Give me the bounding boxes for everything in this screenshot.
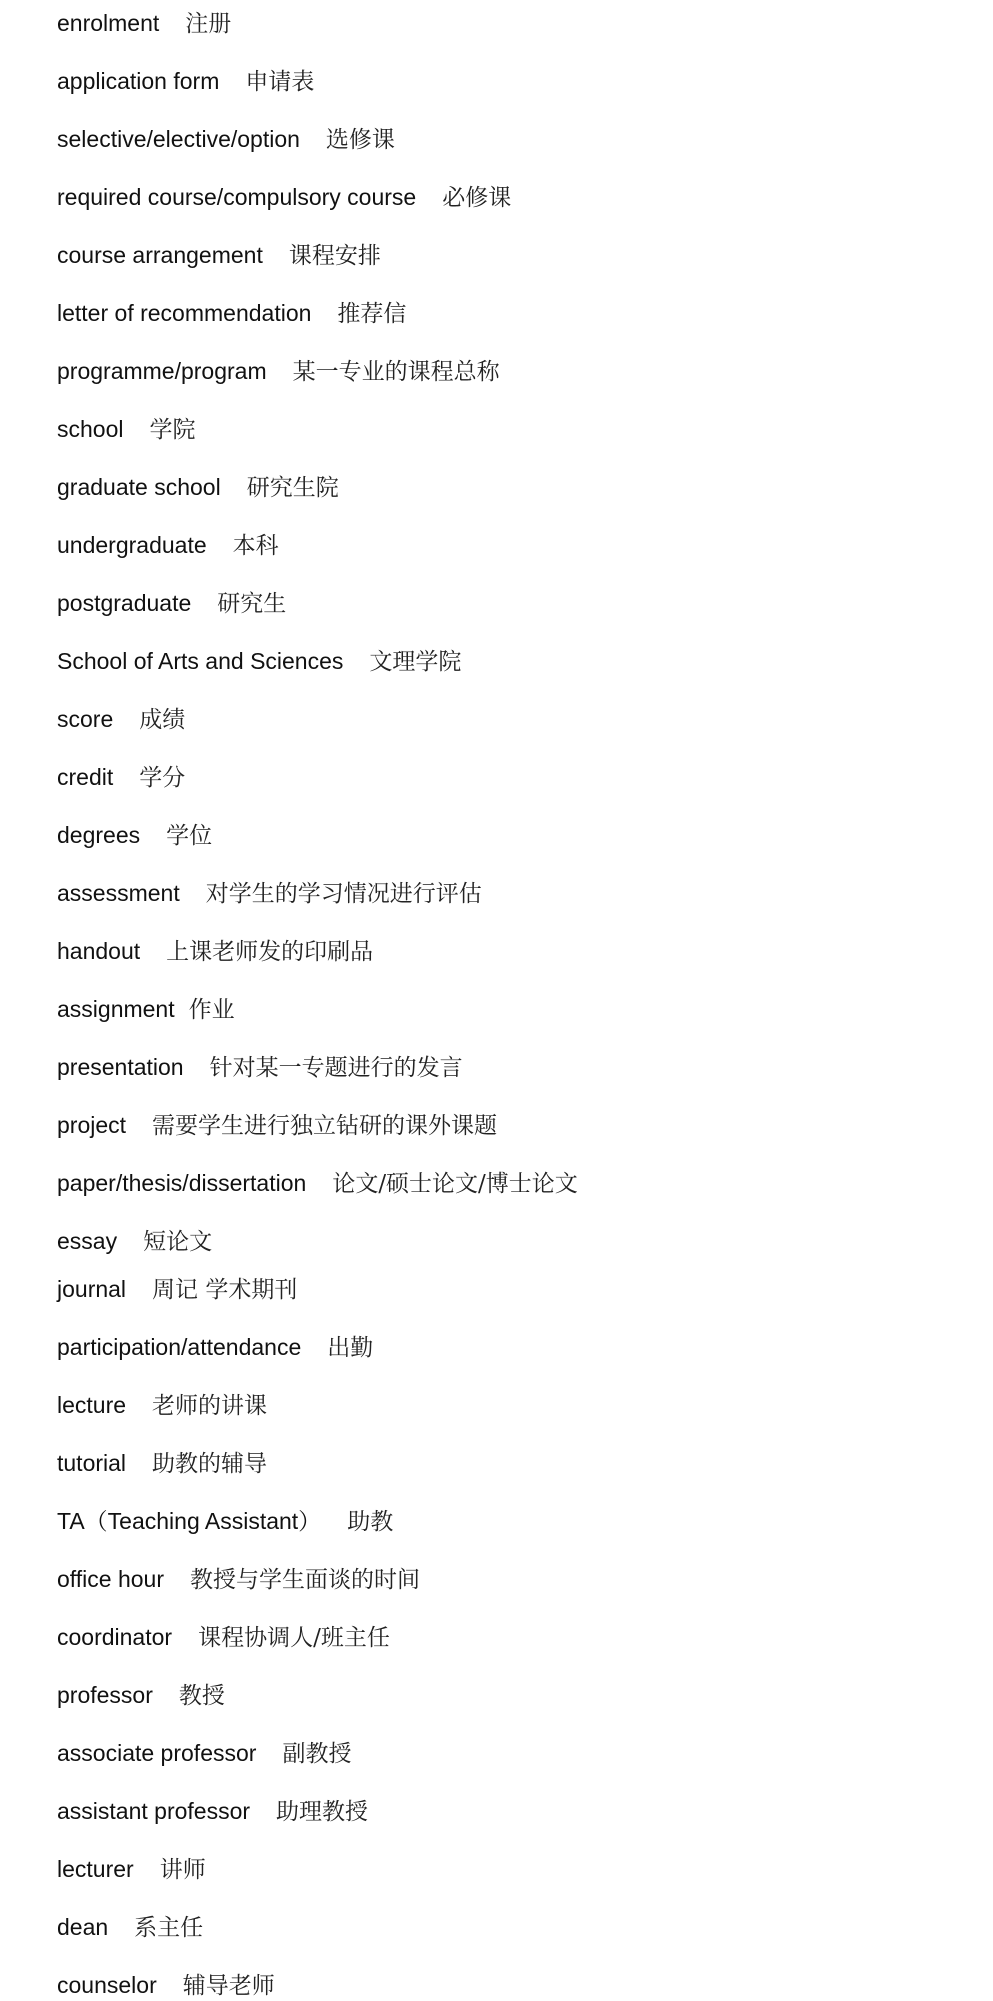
chinese-translation: 论文/硕士论文/博士论文 [332, 1171, 578, 1197]
vocab-entry [57, 1854, 206, 1884]
chinese-translation: 申请表 [245, 69, 315, 95]
chinese-translation: 课程协调人/班主任 [198, 1625, 390, 1651]
english-term: office hour [57, 1566, 164, 1592]
chinese-translation: 老师的讲课 [152, 1393, 268, 1419]
chinese-translation: 研究生 [217, 591, 287, 617]
vocab-entry [57, 1052, 463, 1082]
english-term: essay [57, 1228, 118, 1254]
chinese-translation: 文理学院 [369, 649, 462, 675]
english-term: credit [57, 764, 114, 790]
chinese-translation: 助理教授 [276, 1799, 369, 1825]
english-term: required course/compulsory course [57, 184, 417, 210]
english-term: application form [57, 68, 220, 94]
english-term: presentation [57, 1054, 184, 1080]
english-term: course arrangement [57, 242, 263, 268]
chinese-translation: 必修课 [442, 185, 512, 211]
chinese-translation: 助教的辅导 [152, 1451, 268, 1477]
english-term: project [57, 1112, 127, 1138]
english-term: enrolment [57, 10, 160, 36]
vocab-entry [57, 878, 482, 908]
chinese-translation: 系主任 [134, 1915, 204, 1941]
chinese-translation: 对学生的学习情况进行评估 [205, 881, 482, 907]
chinese-translation: 学院 [149, 417, 196, 443]
vocab-entry [57, 1506, 393, 1536]
chinese-translation: 讲师 [159, 1857, 206, 1883]
vocab-entry [57, 1390, 267, 1420]
vocab-entry [57, 1622, 390, 1652]
chinese-translation: 某一专业的课程总称 [292, 359, 500, 385]
english-term: coordinator [57, 1624, 173, 1650]
vocab-entry [57, 762, 185, 792]
english-term: assessment [57, 880, 180, 906]
chinese-translation: 辅导老师 [182, 1973, 275, 1999]
chinese-translation: 成绩 [139, 707, 186, 733]
vocab-entry [57, 182, 511, 212]
chinese-translation: 副教授 [282, 1741, 352, 1767]
english-term: associate professor [57, 1740, 257, 1766]
chinese-translation: 注册 [185, 11, 232, 37]
vocab-entry [57, 588, 286, 618]
vocab-entry [57, 1796, 368, 1826]
chinese-translation: 研究生院 [246, 475, 339, 501]
english-term: score [57, 706, 114, 732]
chinese-translation: 短论文 [143, 1229, 213, 1255]
english-term: School of Arts and Sciences [57, 648, 344, 674]
english-term: undergraduate [57, 532, 207, 558]
english-term: counselor [57, 1972, 157, 1998]
english-term: tutorial [57, 1450, 127, 1476]
english-term: journal [57, 1276, 127, 1302]
vocab-entry [57, 646, 461, 676]
english-term: paper/thesis/dissertation [57, 1170, 307, 1196]
english-term: postgraduate [57, 590, 192, 616]
chinese-translation: 助教 [347, 1509, 394, 1535]
chinese-translation: 推荐信 [337, 301, 407, 327]
chinese-translation: 选修课 [325, 127, 395, 153]
vocab-entry [57, 704, 185, 734]
english-term: school [57, 416, 124, 442]
chinese-translation: 周记 学术期刊 [152, 1277, 298, 1303]
chinese-translation: 出勤 [327, 1335, 374, 1361]
vocab-entry [57, 994, 235, 1024]
vocab-entry [57, 1912, 203, 1942]
vocab-entry [57, 530, 279, 560]
chinese-translation: 学位 [166, 823, 213, 849]
vocab-entry [57, 1110, 497, 1140]
vocab-entry [57, 240, 381, 270]
vocab-entry [57, 1332, 373, 1362]
vocab-entry [57, 1738, 351, 1768]
vocab-entry [57, 298, 406, 328]
english-term: graduate school [57, 474, 221, 500]
vocab-entry [57, 1226, 212, 1256]
vocab-entry [57, 1970, 275, 2000]
vocab-entry [57, 1274, 297, 1304]
vocab-entry [57, 1564, 420, 1594]
english-term: participation/attendance [57, 1334, 302, 1360]
chinese-translation: 教授 [178, 1683, 225, 1709]
english-term: assignment [57, 996, 175, 1022]
vocab-entry [57, 124, 395, 154]
chinese-translation: 需要学生进行独立钻研的课外课题 [152, 1113, 498, 1139]
english-term: handout [57, 938, 141, 964]
english-term: programme/program [57, 358, 267, 384]
vocab-entry [57, 1680, 225, 1710]
vocab-entry [57, 8, 231, 38]
vocab-entry [57, 66, 314, 96]
chinese-translation: 本科 [232, 533, 279, 559]
vocab-entry [57, 1448, 267, 1478]
vocab-entry [57, 820, 212, 850]
chinese-translation: 课程安排 [288, 243, 381, 269]
vocab-entry [57, 414, 195, 444]
vocab-entry [57, 936, 373, 966]
english-term: assistant professor [57, 1798, 251, 1824]
english-term: lecture [57, 1392, 127, 1418]
chinese-translation: 作业 [188, 997, 235, 1023]
english-term: degrees [57, 822, 141, 848]
english-term: dean [57, 1914, 109, 1940]
chinese-translation: 针对某一专题进行的发言 [209, 1055, 463, 1081]
vocab-entry [57, 356, 500, 386]
vocab-entry [57, 1168, 578, 1198]
english-term: professor [57, 1682, 153, 1708]
english-term: letter of recommendation [57, 300, 312, 326]
chinese-translation: 学分 [139, 765, 186, 791]
chinese-translation: 教授与学生面谈的时间 [189, 1567, 420, 1593]
vocab-entry [57, 472, 339, 502]
english-term: TA（Teaching Assistant） [57, 1508, 322, 1534]
english-term: selective/elective/option [57, 126, 300, 152]
english-term: lecturer [57, 1856, 134, 1882]
chinese-translation: 上课老师发的印刷品 [166, 939, 374, 965]
